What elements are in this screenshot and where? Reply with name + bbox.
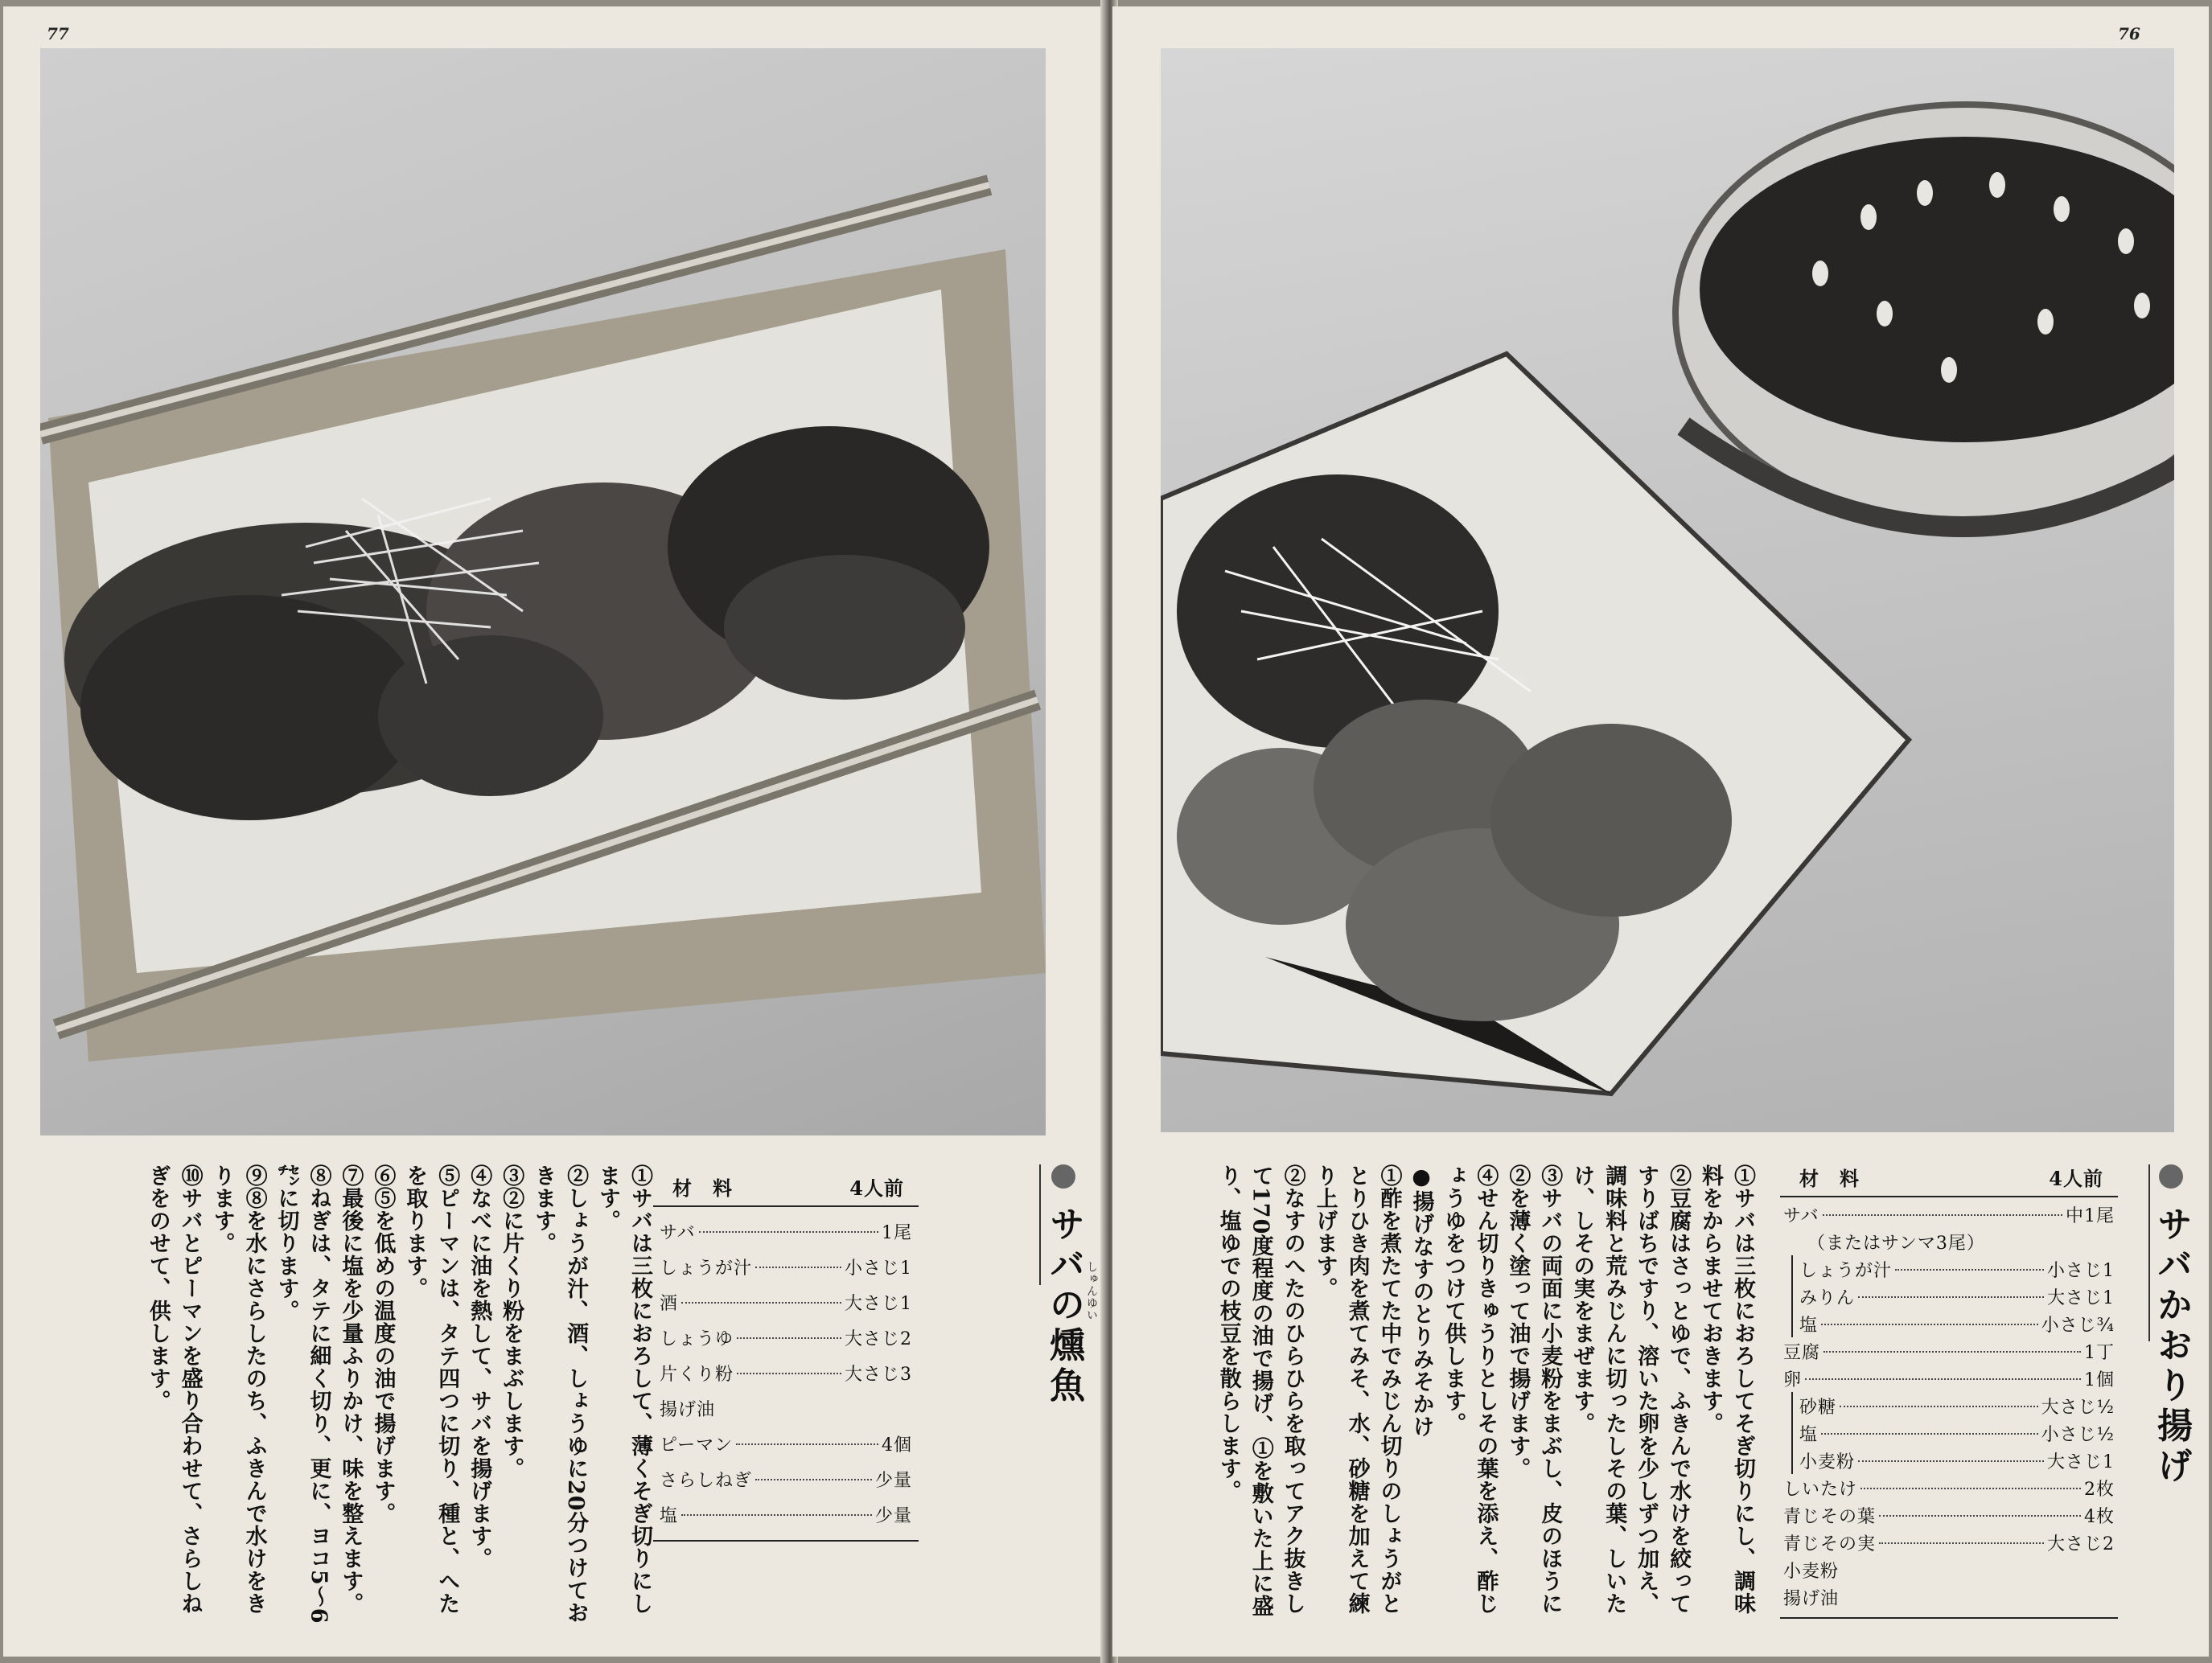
ingredient-row [1783,1556,2115,1583]
title-rule [1039,1164,1041,1285]
ingredient-row [660,1426,912,1461]
mackerel-fritter-photo [1161,48,2174,1132]
title-furigana: しゅんゆい [1085,1261,1098,1321]
recipe-step: ⑤ピーマンは、タテ四つに切り、種と、へたを取ります。 [402,1164,460,1615]
ingredient-row [660,1284,912,1320]
ingredient-row [660,1461,912,1497]
ingredient-row [660,1320,912,1355]
ingredient-name: 揚げ油 [1783,1588,1840,1609]
ingredient-name: （またはサンマ3尾） [1807,1233,1985,1254]
title-text: サバの燻魚 [1043,1205,1084,1407]
ingredient-row [660,1249,912,1284]
leader-dots [736,1443,878,1445]
recipe-steps [1212,1164,1758,1631]
ingredient-name: しょうが汁 [1799,1260,1893,1281]
ingredient-row [1791,1447,2115,1474]
ingredient-name: サバ [660,1222,696,1243]
ingredients-header: 材 料 4人前 [653,1172,919,1207]
recipe-step: ②豆腐はさっとゆで、ふきんで水けを絞ってすりばちですり、溶いた卵を少しずつ加え、調味料と荒みじんに切ったしその葉、しいたけ、しその実をまぜます。 [1569,1164,1692,1615]
leader-dots [1858,1460,2044,1462]
ingredient-name: しいたけ [1783,1479,1858,1500]
leader-dots [1821,1432,2038,1435]
mackerel-fritter-illustration [1161,48,2174,1132]
ingredient-qty: 大さじ2 [845,1328,912,1349]
ingredient-name: 揚げ油 [660,1399,716,1420]
page-number: 76 [2118,24,2140,43]
recipe-step: ●揚げなすのとりみそかけ [1408,1164,1434,1438]
bullet-icon [2159,1164,2183,1189]
ingredient-name: 酒 [660,1293,679,1314]
ingredient-row [1783,1501,2115,1529]
ingredient-qty: 少量 [874,1505,912,1526]
ingredient-qty: 小さじ½ [2041,1424,2115,1445]
ingredient-row [1783,1228,2115,1255]
ingredients-header: 材 料 4人前 [1780,1163,2118,1197]
ingredient-qty: 4個 [882,1435,912,1456]
leader-dots [1840,1405,2038,1407]
ingredient-name: みりん [1799,1287,1856,1308]
leader-dots [681,1301,841,1304]
ingredient-qty: 小さじ1 [845,1258,912,1279]
ingredient-row [1783,1583,2115,1611]
leader-dots [699,1230,878,1233]
fried-mackerel-photo [40,48,1046,1135]
ingredient-row [660,1390,912,1426]
ingredient-row [1783,1337,2115,1365]
recipe-step: ②しょうが汁、酒、しょうゆに20分つけておきます。 [531,1164,589,1624]
ingredient-name: 青じその実 [1783,1534,1877,1554]
ingredient-name: 小麦粉 [1799,1452,1856,1472]
recipe-title [2150,1164,2191,1487]
recipe-step: ⑦最後に塩を少量ふりかけ、味を整えます。 [338,1164,364,1615]
leader-dots [737,1372,841,1374]
leader-dots [1879,1542,2044,1544]
ingredient-name: 片くり粉 [660,1364,734,1385]
recipe-step: ⑥⑤を低めの温度の油で揚げます。 [370,1164,396,1525]
ingredient-row [1783,1529,2115,1556]
ingredient-name: さらしねぎ [660,1470,753,1491]
page-number: 77 [47,24,69,43]
ingredient-qty: 大さじ1 [2047,1452,2115,1472]
bullet-icon [1051,1164,1075,1189]
ingredient-row [1783,1201,2115,1228]
leader-dots [1879,1514,2081,1517]
ingredient-row [1791,1419,2115,1447]
ingredient-row [1791,1392,2115,1419]
recipe-step: ⑨⑧を水にさらしたのち、ふきんで水けをきります。 [209,1164,267,1615]
ingredient-qty: 1尾 [882,1222,912,1243]
ingredient-qty: 1丁 [2084,1342,2115,1363]
ingredient-name: 塩 [660,1505,679,1526]
ingredient-name: 小麦粉 [1783,1561,1840,1582]
leader-dots [1805,1378,2081,1380]
ingredient-qty: 小さじ1 [2047,1260,2115,1281]
ingredient-qty: 中1尾 [2066,1205,2115,1226]
leader-dots [737,1337,841,1339]
leader-dots [1858,1295,2044,1298]
recipe-step: ②なすのへたのひらひらを取ってアク抜きして170度程度の油で揚げ、①を敷いた上に盛り、塩ゆでの枝豆を散らします。 [1215,1164,1305,1618]
recipe-step: ④せん切りきゅうりとしその葉を添え、酢じょうゆをつけて供します。 [1441,1164,1499,1615]
leader-dots [755,1266,841,1268]
ingredient-qty: 大さじ½ [2041,1397,2115,1418]
recipe-step: ③サバの両面に小麦粉をまぶし、皮のほうに②を薄く塗って油で揚げます。 [1505,1164,1563,1615]
ingredient-row [1791,1283,2115,1310]
recipe-step: ⑩サバとピーマンを盛り合わせて、さらしねぎをのせて、供します。 [145,1164,203,1615]
leader-dots [1860,1487,2081,1489]
ingredient-name: 青じその葉 [1783,1506,1877,1527]
ingredient-qty: 少量 [874,1470,912,1491]
ingredient-qty: 小さじ¾ [2041,1315,2115,1336]
recipe-title [1042,1164,1083,1406]
ingredient-name: ピーマン [660,1435,734,1456]
ingredients-list [653,1207,919,1542]
ingredient-name: しょうが汁 [660,1258,753,1279]
ingredient-name: 砂糖 [1799,1397,1837,1418]
ingredient-name: しょうゆ [660,1328,734,1349]
leader-dots [681,1513,872,1516]
right-page [1112,6,2209,1657]
ingredient-name: 塩 [1799,1424,1819,1445]
recipe-step: ③②に片くり粉をまぶします。 [499,1164,524,1480]
ingredient-qty: 大さじ2 [2047,1534,2115,1554]
ingredient-row [660,1497,912,1532]
leader-dots [1895,1268,2044,1271]
recipe-step: ④なべに油を熱して、サバを揚げます。 [467,1164,492,1570]
ingredient-qty: 1個 [2084,1369,2115,1390]
ingredient-row [1791,1255,2115,1283]
recipe-step: ①酢を煮たてた中でみじん切りのしょうがととりひき肉を煮てみそ、水、砂糖を加えて練り上げます。 [1312,1164,1402,1615]
ingredient-qty: 大さじ1 [845,1293,912,1314]
recipe-step: ①サバは三枚におろして、薄くそぎ切りにします。 [595,1164,652,1615]
ingredient-name: 卵 [1783,1369,1803,1390]
recipe-steps [142,1164,656,1631]
fried-mackerel-illustration [40,48,1046,1135]
ingredient-name: サバ [1783,1205,1819,1226]
ingredient-name: 塩 [1799,1315,1819,1336]
leader-dots [1823,1213,2062,1216]
leader-dots [755,1478,872,1480]
ingredients-list [1780,1197,2118,1619]
ingredient-qty: 大さじ1 [2047,1287,2115,1308]
ingredient-row [1791,1310,2115,1337]
recipe-step: ⑧ねぎは、タテに細く切り、更に、ヨコ5〜6㌢に切ります。 [273,1164,331,1624]
ingredient-qty: 2枚 [2084,1479,2115,1500]
ingredients-box [1780,1163,2118,1619]
ingredient-qty: 大さじ3 [845,1364,912,1385]
ingredient-name: 豆腐 [1783,1342,1821,1363]
ingredient-row [1783,1365,2115,1392]
recipe-step: ①サバは三枚におろしてそぎ切りにし、調味料をからませておきます。 [1698,1164,1755,1615]
ingredient-row [660,1355,912,1390]
left-page [3,6,1106,1657]
ingredient-qty: 4枚 [2084,1506,2115,1527]
ingredient-row [1783,1474,2115,1501]
leader-dots [1821,1323,2038,1325]
ingredients-box [653,1172,919,1542]
ingredient-row [660,1213,912,1249]
leader-dots [1823,1350,2081,1353]
title-text: サバかおり揚げ [2151,1205,2192,1488]
